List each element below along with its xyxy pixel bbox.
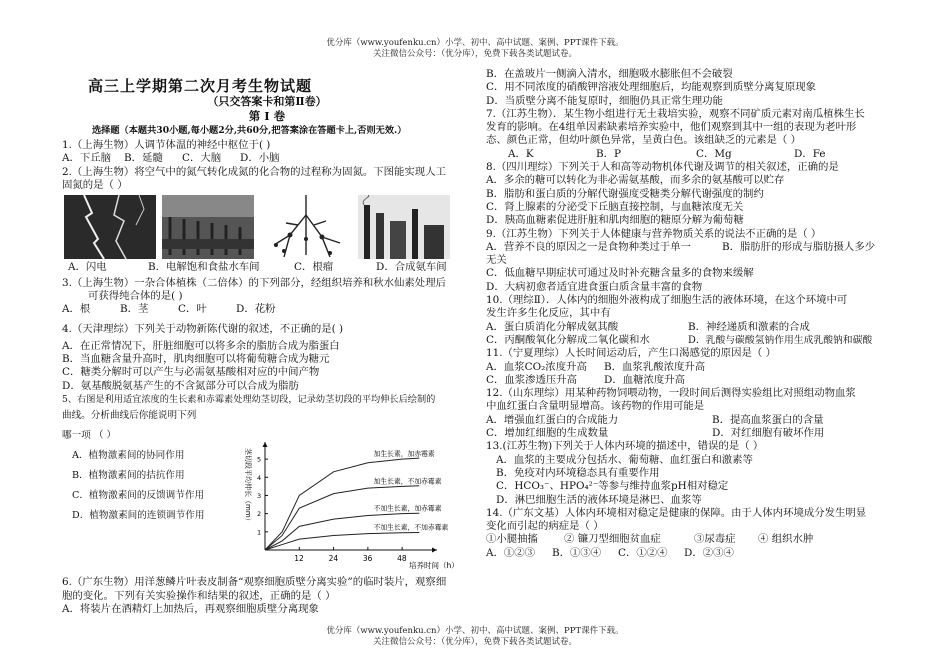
q6-option-c: C．用不同浓度的硝酸钾溶液处理细胞后，均能观察到质壁分离复原现象 [486,81,817,94]
q8-option-d: D．胰高血糖素促进肝脏和肌肉细胞的糖原分解为葡萄糖 [486,214,744,227]
q5-block [62,406,472,576]
chart-y-tick-label: 3 [257,492,262,501]
chart-series-label: 不加生长素，不加赤霉素 [373,524,449,533]
chart-ylabel: 茎切段平均伸长（mm） [244,448,252,525]
q2-option-a: A．闪电 [68,261,107,274]
chart-y-tick-label: 2 [257,510,262,519]
q5-stem-2: 曲线。分析曲线后你能说明下列 [62,410,197,422]
q11-option-d: D．血糖浓度升高 [604,373,686,386]
q4-stem: 4.（天津理综）下列关于动物新陈代谢的叙述，不正确的是( ) [62,322,344,335]
q14-option-a: A．①②③ [486,546,536,559]
q11-stem: 11.（宁夏理综）人长时间运动后，产生口渴感觉的原因是（ ） [486,347,776,360]
q12-options-ab [486,414,890,427]
q10-options-cd [486,334,890,347]
header-line-2: 关注微信公众号：（优分库），免费下载各类试题试卷。 [372,49,577,59]
q4-option-d: D．氨基酸脱氨基产生的不含氮部分可以合成为脂肪 [62,379,299,392]
q4-option-c: C．糖类分解时可以产生与必需氨基酸相对应的中间产物 [62,366,320,379]
q9-option-a: A．营养不良的原因之一是食物种类过于单一 [486,240,691,253]
q12-options-cd [486,427,890,440]
chart-series-label: 加生长素，加赤霉素 [373,450,435,459]
chart-series-label: 不加生长素，加赤霉素 [373,504,442,513]
q10-option-a: A．蛋白质消化分解成氨其酸 [486,320,619,333]
chart-x-tick-label: 24 [328,554,339,564]
q14-option-c: C．①②④ [618,546,668,559]
q11-options-ab [486,361,890,374]
chart-x-tick-label: 36 [362,554,373,564]
q11-option-c: C．血浆渗透压升高 [486,373,578,386]
q3-option-d: D．花粉 [236,303,276,316]
q3-stem-1: 3.（上海生物）一杂合体植株（二倍体）的下列部分，经组织培养和秋水仙素处理后 [62,276,446,289]
q10-stem-2: 发生许多生化反应，其中有 [486,307,611,320]
q1-option-c: C．大脑 [182,152,222,165]
q12-stem-2: 中血红蛋白含量明显增高。该药物的作用可能是 [486,400,705,413]
q6-option-a: A．将装片在酒精灯上加热后，再观察细胞质壁分离现象 [62,602,319,615]
footer-line-2: 关注微信公众号：（优分库），免费下载各类试题试卷。 [372,637,577,647]
q10-option-c: C．丙酮酸氧化分解成二氧化碳和水 [486,333,650,346]
page-footer [0,626,950,648]
q14-option-b: B．①③④ [552,546,602,559]
q5-option-c: C．植物激素间的反馈调节作用 [72,490,205,502]
q6-stem-1: 6.（广东生物）用洋葱鳞片叶表皮制备“观察细胞质壁分离实验”的临时装片，观察细 [62,576,447,589]
q12-option-d: D．对红细胞有破坏作用 [712,427,825,440]
q5-option-d: D．植物激素间的连锁调节作用 [72,510,205,522]
electrolysis-workshop-photo [162,195,254,259]
q14-item-3: ③尿毒症 [694,533,736,546]
lightning-photo [64,195,156,259]
q13-stem: 13.(江苏生物)下列关于人体内环境的描述中，错误的是（ ） [486,440,764,453]
root-nodule-photo [260,195,352,259]
q6-option-b: B．在盖玻片一侧滴入清水，细胞吸水膨胀但不会破裂 [486,68,733,80]
chart-series-label: 加生长素，不加赤霉素 [373,477,442,486]
q3-option-a: A．根 [62,303,91,316]
q9-option-c: C．低血糖早期症状可通过及时补充糖含量多的食物来缓解 [486,267,754,280]
q1-options [62,152,472,165]
q13-option-b: B．免疫对内环境稳态具有重要作用 [496,466,660,479]
q13-option-d: D．淋巴细胞生活的液体环境是淋巴、血浆等 [496,493,702,506]
q14-option-d: D．②③④ [684,546,734,559]
q4-option-a: A．在正常情况下，肝脏细胞可以将多余的脂肪合成为脂蛋白 [62,339,340,352]
q13-option-a: A．血浆的主要成分包括水、葡萄糖、血红蛋白和激素等 [496,453,753,466]
q8-option-c: C．肾上腺素的分泌受下丘脑直接控制，与血糖浓度无关 [486,200,744,213]
q6-stem-2: 胞的变化。下列有关实验操作和结果的叙述，正确的是（ ） [62,589,336,602]
chart-y-tick-label: 4 [257,474,262,483]
q7-stem-3: 态、颜色正常，但幼叶颜色异常，呈黄白色。该组缺乏的元素是（ ） [486,134,802,147]
q2-option-d: D．合成氨车间 [376,261,447,274]
q1-option-a: A．下丘脑 [62,152,112,165]
q7-option-b: B．P [596,147,622,160]
q2-stem-1: 2.（上海生物）将空气中的氮气转化成氮的化合物的过程称为固氮。下图能实现人工 [62,165,446,178]
q3-option-b: B．茎 [120,303,149,316]
q8-stem: 8.（四川理综）下列关于人和高等动物机体代谢及调节的相关叙述，正确的是 [486,161,839,174]
q9-option-d: D．大病初愈者适宜进食蛋白质含量丰富的食物 [486,280,703,293]
q10-options-ab [486,321,890,334]
q6-option-d: D．当质壁分离不能复原时，细胞仍具正常生理功能 [486,94,723,107]
page-header [0,38,950,60]
section-title: 第 Ⅰ 卷 [248,108,286,123]
q7-option-c: C．Mg [696,147,732,160]
q1-option-d: D．小脑 [240,152,280,165]
q5-stem-3: 哪一项 （ ） [62,430,117,442]
q9-option-b: B．脂肪肝的形成与脂肪摄人多少 [722,240,876,253]
footer-line-1: 优分库（www.youfenku.cn）小学、初中、高中试题、案例、PPT课件下载。 [326,626,624,636]
q12-option-b: B．提高血浆蛋白的含量 [712,413,824,426]
q7-stem-2: 发育的影响。在4组单因素缺素培养实验中，他们观察到其中一组的表现为老叶形 [486,121,857,134]
q4-option-b: B．当血糖含量升高时，肌肉细胞可以将葡萄糖合成为糖元 [62,353,330,366]
header-line-1: 优分库（www.youfenku.cn）小学、初中、高中试题、案例、PPT课件下载。 [326,38,624,48]
q7-option-a: A．K [508,147,534,160]
q9-options-ab [486,241,890,254]
q11-option-b: B．血浆乳酸浓度升高 [604,360,706,373]
q14-items [486,533,890,546]
chart-y-tick-label: 1 [257,528,262,537]
instruction: 选择题（本题共30小题,每小题2分,共60分,把答案涂在答题卡上,否则无效.） [92,124,407,136]
q2-option-c: C．根瘤 [294,261,334,274]
q12-option-c: C．增加红细胞的生成数量 [486,427,609,440]
ammonia-plant-photo [358,195,450,259]
q13-option-c: C．HCO₃⁻、HPO₄²⁻等参与维持血浆pH相对稳定 [496,480,729,493]
q7-option-d: D．Fe [794,147,826,160]
q3-option-c: C．叶 [178,303,207,316]
q10-option-b: B．神经递质和激素的合成 [688,320,810,333]
q8-option-b: B．脂肪和蛋白质的分解代谢强度受糖类分解代谢强度的制约 [486,187,764,200]
q3-stem-2: 可获得纯合体的是( ) [88,289,183,302]
q10-option-d: D．乳酸与碳酸氢钠作用生成乳酸钠和碳酸 [688,334,873,346]
q3-options [62,303,472,316]
q11-option-a: A．血浆CO₂浓度升高 [486,360,587,373]
right-column [486,68,890,560]
q8-option-a: A．多余的糖可以转化为非必需氨基酸，而多余的氨基酸可以贮存 [486,174,785,187]
q2-pictures [64,195,472,259]
left-column [62,66,472,616]
q12-stem-1: 12.（山东理综）用某种药物饲喂动物，一段时间后测得实验组比对照组动物血浆 [486,387,856,400]
q11-options-cd [486,374,890,387]
exam-title: 高三上学期第二次月考生物试题 [88,77,313,95]
q14-item-2: ② 镰刀型细胞贫血症 [564,533,661,546]
q7-stem-1: 7.（江苏生物）．某生物小组进行无土栽培实验，观察不同矿质元素对南瓜植株生长 [486,107,865,120]
q2-option-b: B．电解饱和食盐水车间 [148,261,260,274]
chart-x-tick-label: 48 [397,554,407,564]
chart-x-tick-label: 12 [294,554,304,564]
exam-subtitle: （只交答案卡和第Ⅱ卷） [207,95,327,109]
q14-stem-1: 14.（广东文基）人体内环境相对稳定是健康的保障。由于人体内环境成分发生明显 [486,506,867,519]
q1-stem: 1.（上海生物）人调节体温的神经中枢位于( ) [62,139,271,152]
q2-options [68,261,472,274]
q5-stem-1: 5、右图是利用适宜浓度的生长素和赤霉素处理幼茎切段，记录幼茎切段的平均伸长后绘制的 [62,394,436,406]
q5-option-b: B．植物激素间的拮抗作用 [72,470,185,482]
q9-option-b-cont: 无关 [486,254,507,267]
q10-stem-1: 10.（理综Ⅱ）．人体内的细胞外液构成了细胞生活的液体环境，在这个环境中可 [486,294,848,307]
q14-stem-2: 变化而引起的病症是（ ） [486,520,604,533]
chart-x-arrow [432,548,437,553]
q14-item-1: ①小腿抽搐 [486,533,538,546]
growth-curve-chart [237,428,472,576]
q5-option-a: A．植物激素间的协同作用 [72,450,185,462]
q1-option-b: B．延髓 [124,152,163,165]
q14-item-4: ④ 组织水肿 [758,533,814,546]
q12-option-a: A．增强血红蛋白的合成能力 [486,413,619,426]
q2-stem-2: 固氮的是（ ） [62,179,128,192]
q14-options [486,547,890,560]
chart-y-arrow [263,442,268,447]
q9-stem: 9.（江苏生物）下列关于人体健康与营养物质关系的说法不正确的是（ ） [486,227,822,240]
chart-y-tick-label: 5 [257,455,262,464]
chart-xlabel: 培养时间（h） [409,561,459,571]
q7-options [508,148,890,161]
